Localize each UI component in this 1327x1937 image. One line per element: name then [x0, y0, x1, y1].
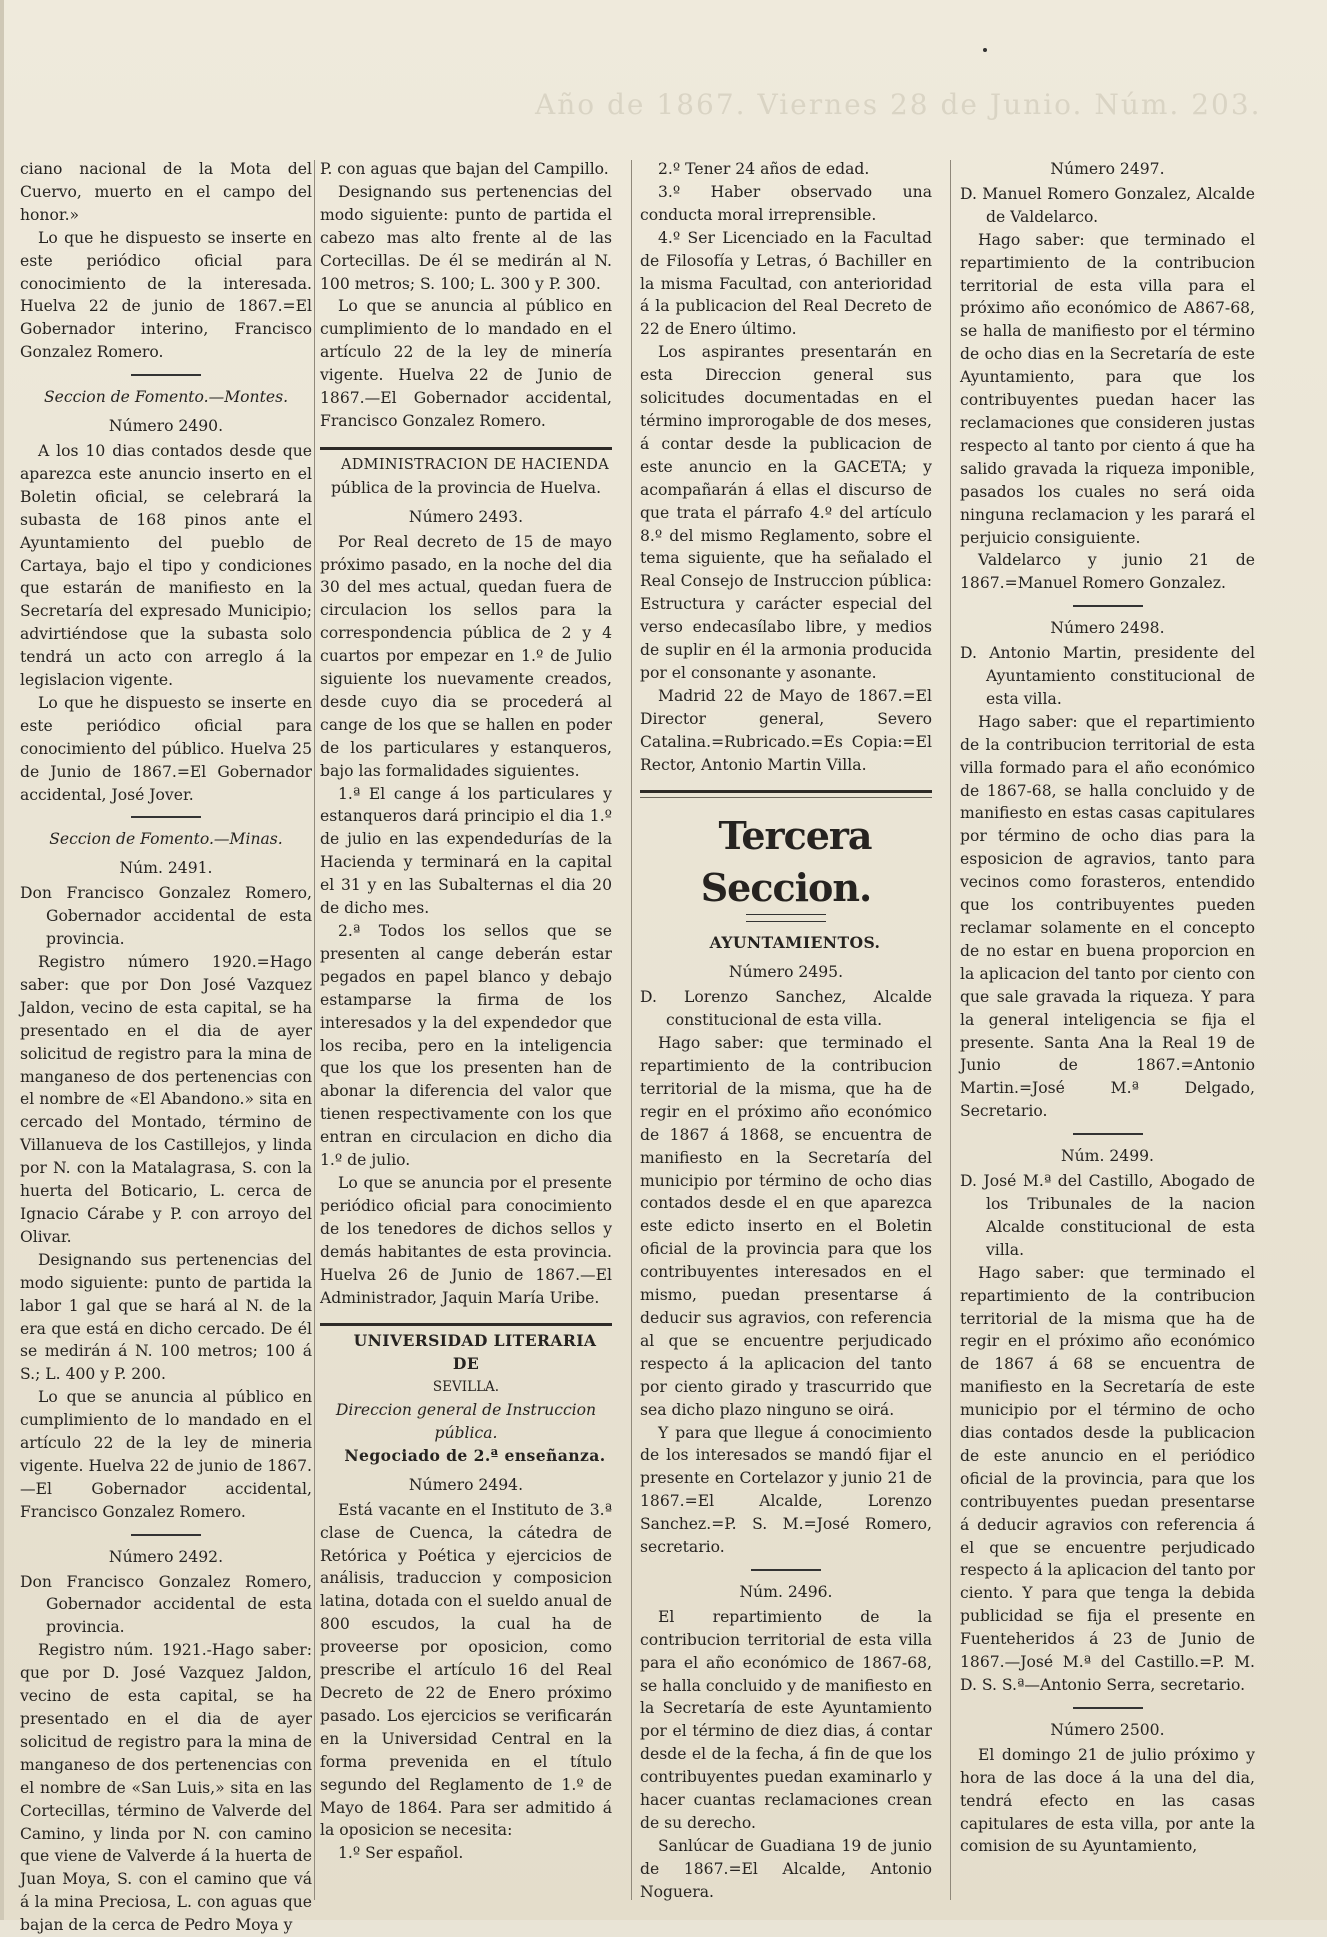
- paragraph: El domingo 21 de julio próximo y hora de las doce á la una del dia, tendrá efecto en las casas capitulares de esta villa, por ante la comision de su Ayuntamiento,: [960, 1745, 1255, 1856]
- column-4: [960, 158, 1255, 1903]
- section-subheading: Negociado de 2.ª enseñanza.: [344, 1445, 606, 1465]
- paragraph: Por Real decreto de 15 de mayo próximo pasado, en la noche del dia 30 del mes actual, quedan fuera de circulacion los sellos para la correspondencia pública de 2 y 4 cuartos por empezar en 1.º de Julio siguiente los nuevamente creados, desde cuyo dia se procederá al cange de los que se hallen en poder de los particulares y estanqueros, bajo las formalidades siguientes.: [320, 532, 612, 780]
- section-heading: Seccion de Fomento.—Minas.: [49, 830, 283, 849]
- notice-number: Número 2498.: [1050, 619, 1165, 638]
- title-rule: [746, 914, 826, 922]
- section-subheading: pública de la provincia de Huelva.: [330, 478, 602, 497]
- column-divider: [631, 160, 632, 1900]
- notice-number: Número 2500.: [1050, 1720, 1165, 1739]
- notice-number: Número 2494.: [408, 1475, 524, 1494]
- section-heading: ADMINISTRACION DE HACIENDA: [340, 456, 609, 473]
- paragraph: A los 10 dias contados desde que aparezca este anuncio inserto en el Boletin oficial, se celebrará la subasta de 168 pinos ante el Ayuntamiento del pueblo de Cartaya, bajo el tipo y condiciones que estarán de manifiesto en la Secretaría del expresado Municipio; advirtiéndose que la subasta solo tendrá un acto con arreglo á la legislacion vigente.: [20, 441, 312, 690]
- ink-spot: [983, 48, 987, 52]
- page-binding-edge: [0, 0, 4, 1920]
- separator: [751, 1569, 821, 1571]
- notice-number: Número 2492.: [108, 1547, 224, 1566]
- column-1: [20, 158, 312, 1935]
- paragraph: Registro núm. 1921.-Hago saber: que por D. José Vazquez Jaldon, vecino de esta capital, se ha presentado en el dia de ayer solicitud de registro para la mina de manganeso de dos pertenencias con el nombre de «San Luis,» sita en las Cortecillas, término de Valverde del Camino, y linda por N. con camino que viene de Valverde á la huerta de Juan Moya, S. con el camino que vá á la mina Preciosa, L. con aguas que bajan de la cerca de Pedro Moya y: [20, 1641, 312, 1935]
- section-subheading: SEVILLA.: [432, 1379, 500, 1396]
- separator: [131, 816, 201, 818]
- separator: [1073, 605, 1143, 607]
- paragraph: Sanlúcar de Guadiana 19 de junio de 1867.=El Alcalde, Antonio Noguera.: [640, 1836, 932, 1901]
- paragraph: Lo que se anuncia por el presente periódico oficial para conocimiento de los tenedores de dichos sellos y demás habitantes de esta provincia. Huelva 26 de Junio de 1867.—El Administrador, Jaquin María Uribe.: [320, 1173, 612, 1307]
- paragraph: Hago saber: que terminado el repartimiento de la contribucion territorial de la misma que ha de regir en el próximo año económico de 1867 á 68 se encuentra de manifiesto en la Secretaría de este municipio por el término de ocho dias contados desde la publicacion de este anuncio en el periódico oficial de la provincia, para que los contribuyentes puedan presentarse á deducir agravios con referencia á el que se encuentre perjudicado respecto á la aplicacion del tanto por ciento. Y para que tenga la debida publicidad se fija el presente en Fuenteheridos á 23 de Junio de 1867.—José M.ª del Castillo.=P. M. D. S. S.ª—Antonio Serra, secretario.: [960, 1263, 1255, 1694]
- bleed-through-header: Año de 1867. Viernes 28 de Junio. Núm. 203.: [535, 88, 1262, 121]
- paragraph: Hago saber: que terminado el repartimiento de la contribucion territorial de la misma, que ha de regir en el próximo año económico de 1867 á 1868, se encuentra de manifiesto en la Secretaría del municipio por término de ocho dias contados desde el en que aparezca este edicto inserto en el Boletin oficial de la provincia para que los contribuyentes interesados en el mismo, puedan presentarse á deducir sus agravios, con referencia al que se encuentre perjudicado respecto á la aplicacion del tanto por ciento girado y trascurrido que sea dicho plazo ninguno se oirá.: [640, 1034, 932, 1419]
- section-rule: [320, 1323, 612, 1326]
- paragraph: Designando sus pertenencias del modo siguiente: punto de partida la labor 1 gal que se hará al N. de la era que está en dicho cercado. De él se medirán á N. 100 metros; 100 á S.; L. 400 y P. 200.: [20, 1250, 312, 1384]
- paragraph: Hago saber: que terminado el repartimiento de la contribucion territorial de esta villa para el próximo año económico de A867-68, se halla de manifiesto por el término de ocho dias en la Secretaría de este Ayuntamiento, para que los contribuyentes puedan hacer las reclamaciones que consideren justas respecto al tanto por ciento á que ha salido gravada la riqueza imponible, pasados los cuales no será oida ninguna reclamacion y les parará el perjuicio consiguiente.: [960, 230, 1255, 547]
- notice-header: D. Manuel Romero Gonzalez, Alcalde de Valdelarco.: [960, 184, 1255, 226]
- column-divider: [950, 160, 951, 1900]
- paragraph: Los aspirantes presentarán en esta Direccion general sus solicitudes documentadas en el término improrogable de dos meses, á contar desde la publicacion de este anuncio en la GACETA; y acompañarán á ellas el discurso de que trata el párrafo 4.º del artículo 8.º del mismo Reglamento, sobre el tema siguiente, que ha señalado el Real Consejo de Instruccion pública: Estructura y carácter especial del verso endecasílabo libre, y medios de suplir en él la armonia producida por el consonante y asonante.: [640, 343, 932, 682]
- notice-number: Núm. 2491.: [119, 859, 213, 878]
- notice-number: Número 2490.: [108, 417, 224, 436]
- section-heading: AYUNTAMIENTOS.: [709, 933, 881, 953]
- paragraph: Está vacante en el Instituto de 3.ª clase de Cuenca, la cátedra de Retórica y Poética y ejercicios de análisis, traduccion y composicion latina, dotada con el sueldo anual de 800 escudos, la cual ha de proveerse por oposicion, como prescribe el artículo 16 del Real Decreto de 22 de Enero próximo pasado. Los ejercicios se verificarán en la Universidad Central en la forma prevenida en el título segundo del Reglamento de 1.º de Mayo de 1864. Para ser admitido á la oposicion se necesita:: [320, 1500, 612, 1840]
- section-subheading: Direccion general de Instruccion pública.: [335, 1401, 597, 1443]
- section-rule: [640, 797, 932, 798]
- paragraph: Lo que se anuncia al público en cumplimiento de lo mandado en el artículo 22 de la ley de mineria vigente. Huelva 22 de junio de 1867.—El Gobernador accidental, Francisco Gonzalez Romero.: [20, 1388, 312, 1521]
- notice-header: D. Lorenzo Sanchez, Alcalde constitucional de esta villa.: [640, 988, 932, 1030]
- paragraph: Lo que he dispuesto se inserte en este periódico oficial para conocimiento de la interesada. Huelva 22 de junio de 1867.=El Gobernador interino, Francisco Gonzalez Romero.: [20, 228, 312, 362]
- notice-number: Número 2495.: [728, 963, 844, 982]
- separator: [131, 374, 201, 376]
- paragraph: Hago saber: que el repartimiento de la contribucion territorial de esta villa formado para el año económico de 1867-68, se halla concluido y de manifiesto en estas casas capitulares por término de ocho dias para la esposicion de agravios, tanto para vecinos como forasteros, entendido que los contribuyentes pueden reclamar solamente en el concepto de no estar en buena proporcion en la aplicacion del tanto por ciento con que sale gravada la riqueza. Y para la general inteligencia se fija el presente. Santa Ana la Real 19 de Junio de 1867.=Antonio Martin.=José M.ª Delgado, Secretario.: [960, 712, 1255, 1121]
- paragraph: Designando sus pertenencias del modo siguiente: punto de partida el cabezo mas alto frente al de las Cortecillas. De él se medirán al N. 100 metros; S. 100; L. 300 y P. 300.: [320, 182, 612, 293]
- paragraph: 1.ª El cange á los particulares y estanqueros dará principio el dia 1.º de julio en las expendedurías de la Hacienda y terminará en la capital el 31 y en las Subalternas el dia 20 de dicho mes.: [320, 784, 612, 918]
- section-heading: UNIVERSIDAD LITERARIA DE: [353, 1331, 597, 1374]
- column-3: [640, 158, 932, 1903]
- paragraph: Lo que he dispuesto se inserte en este periódico oficial para conocimiento del público. Huelva 25 de Junio de 1867.=El Gobernador accidental, José Jover.: [20, 693, 312, 804]
- separator: [1073, 1707, 1143, 1709]
- section-title: Tercera Seccion.: [700, 813, 872, 911]
- section-rule: [320, 447, 612, 450]
- separator: [1073, 1133, 1143, 1135]
- paragraph: Madrid 22 de Mayo de 1867.=El Director general, Severo Catalina.=Rubricado.=Es Copia:=El Rector, Antonio Martin Villa.: [640, 686, 932, 774]
- paragraph: Valdelarco y junio 21 de 1867.=Manuel Romero Gonzalez.: [960, 551, 1255, 593]
- paragraph: 2.º Tener 24 años de edad.: [658, 160, 870, 178]
- paragraph: Y para que llegue á conocimiento de los interesados se mandó fijar el presente en Cortelazor y junio 21 de 1867.=El Alcalde, Lorenzo Sanchez.=P. S. M.=José Romero, secretario.: [640, 1423, 932, 1557]
- notice-number: Número 2497.: [1050, 160, 1165, 178]
- notice-header: D. Antonio Martin, presidente del Ayuntamiento constitucional de esta villa.: [960, 644, 1255, 708]
- separator: [131, 1534, 201, 1536]
- notice-number: Núm. 2499.: [1060, 1147, 1155, 1166]
- paragraph: ciano nacional de la Mota del Cuervo, muerto en el campo del honor.»: [20, 160, 312, 224]
- paragraph: 4.º Ser Licenciado en la Facultad de Filosofía y Letras, ó Bachiller en la misma Facultad, con anterioridad á la publicacion del Real Decreto de 22 de Enero último.: [640, 228, 932, 339]
- column-2: [320, 158, 612, 1903]
- notice-header: Don Francisco Gonzalez Romero, Gobernador accidental de esta provincia.: [20, 884, 312, 949]
- section-rule: [640, 790, 932, 793]
- paragraph: El repartimiento de la contribucion territorial de esta villa para el año económico de 1867-68, se halla concluido y de manifiesto en la Secretaría de este Ayuntamiento por el término de diez dias, á contar desde el de la fecha, á fin de que los contribuyentes puedan examinarlo y hacer cuantas reclamaciones crean de su derecho.: [640, 1607, 932, 1832]
- paragraph: Registro número 1920.=Hago saber: que por Don José Vazquez Jaldon, vecino de esta capital, se ha presentado en el dia de ayer solicitud de registro para la mina de manganeso de dos pertenencias con el nombre de «El Abandono.» sita en cercado del Montado, término de Villanueva de los Castillejos, y linda por N. con la Matalagrasa, S. con la huerta del Boticario, L. cerca de Ignacio Cárabe y P. con arroyo del Olivar.: [20, 953, 312, 1246]
- paragraph: 3.º Haber observado una conducta moral irreprensible.: [640, 182, 932, 224]
- notice-number: Núm. 2496.: [739, 1582, 833, 1601]
- paragraph: Lo que se anuncia al público en cumplimiento de lo mandado en el artículo 22 de la ley de minería vigente. Huelva 22 de Junio de 1867.—El Gobernador accidental, Francisco Gonzalez Romero.: [320, 297, 612, 430]
- paragraph: 2.ª Todos los sellos que se presenten al cange deberán estar pegados en papel blanco y debajo estamparse la firma de los interesados y la del expendedor que los reciba, pero en la inteligencia que los que los presenten han de abonar la diferencia del valor que tienen respectivamente con los que entran en circulacion en dicho dia 1.º de julio.: [320, 922, 612, 1170]
- column-divider: [314, 160, 315, 1900]
- notice-header: Don Francisco Gonzalez Romero, Gobernador accidental de esta provincia.: [20, 1572, 312, 1637]
- paragraph: 1.º Ser español.: [338, 1844, 464, 1863]
- notice-number: Número 2493.: [408, 507, 524, 526]
- paragraph: P. con aguas que bajan del Campillo.: [320, 160, 609, 178]
- notice-header: D. José M.ª del Castillo, Abogado de los Tribunales de la nacion Alcalde constitucional de esta villa.: [960, 1172, 1255, 1259]
- section-heading: Seccion de Fomento.—Montes.: [43, 388, 289, 407]
